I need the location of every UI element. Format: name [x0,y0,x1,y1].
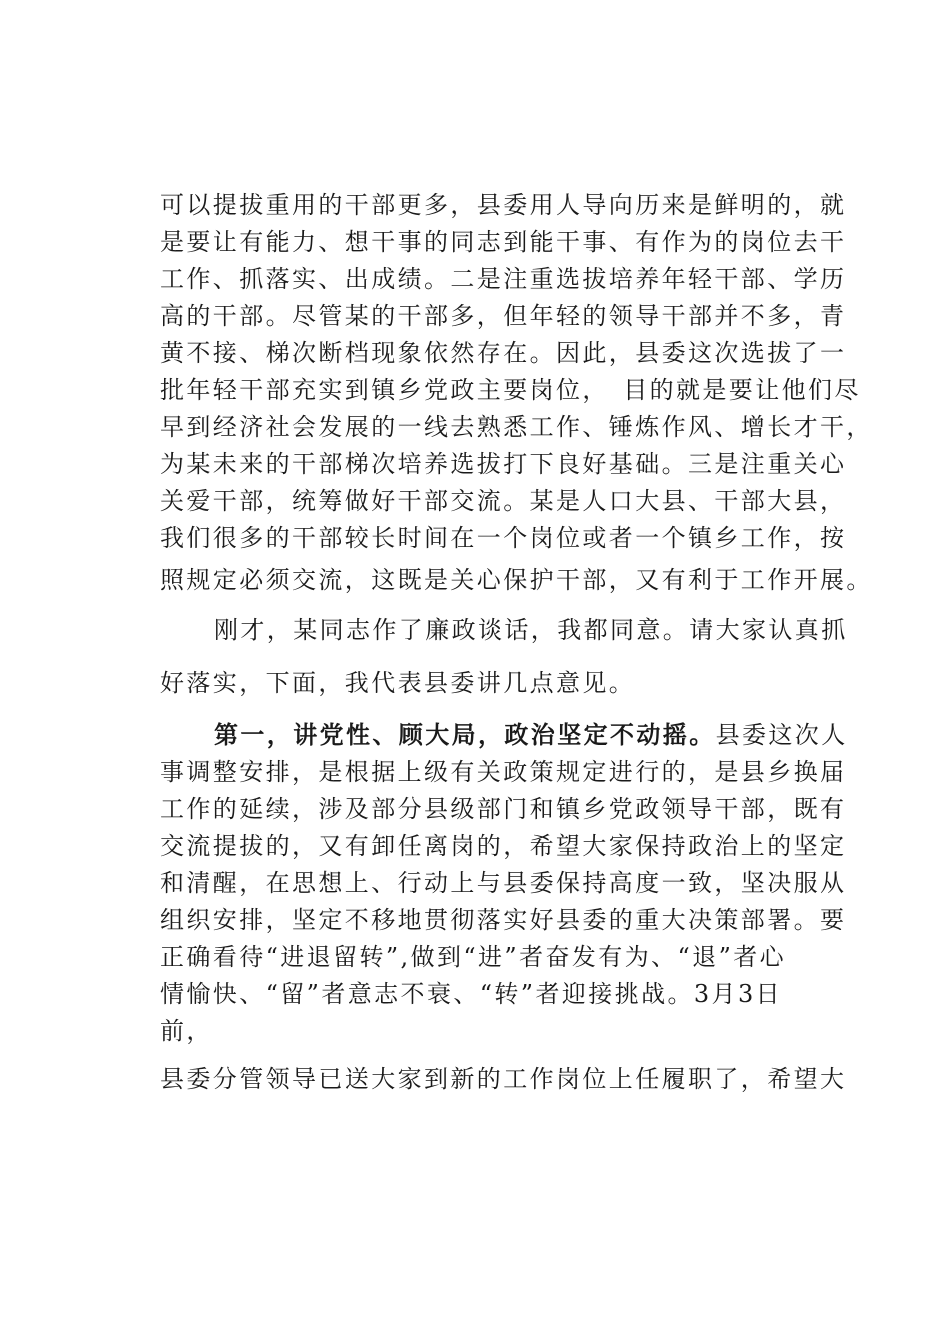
paragraph-line: 照规定必须交流，这既是关心保护干部，又有利于工作开展。 [160,566,873,594]
paragraph-line: 工作的延续，涉及部分县级部门和镇乡党政领导干部，既有 [160,795,847,823]
paragraph-line: 是要让有能力、想干事的同志到能干事、有作为的岗位去干 [160,228,847,256]
paragraph-line: 可以提拔重用的干部更多，县委用人导向历来是鲜明的，就 [160,191,847,219]
section-heading-line [214,720,848,750]
paragraph-line: 前， [160,1017,213,1045]
section-text: 县委这次人 [715,721,848,749]
paragraph-line: 为某未来的干部梯次培养选拔打下良好基础。三是注重关心 [160,450,847,478]
paragraph-line: 组织安排，坚定不移地贯彻落实好县委的重大决策部署。要 [160,906,847,934]
paragraph-line: 事调整安排，是根据上级有关政策规定进行的，是县乡换届 [160,758,847,786]
paragraph-line: 和清醒，在思想上、行动上与县委保持高度一致，坚决服从 [160,869,847,897]
paragraph-line: 批年轻干部充实到镇乡党政主要岗位， 目的就是要让他们尽 [160,376,861,404]
paragraph-line: 工作、抓落实、出成绩。二是注重选拔培养年轻干部、学历 [160,265,847,293]
paragraph-line: 县委分管领导已送大家到新的工作岗位上任履职了，希望大 [160,1065,847,1093]
paragraph-line: 刚才，某同志作了廉政谈话，我都同意。请大家认真抓 [214,616,848,644]
paragraph-line: 早到经济社会发展的一线去熟悉工作、锤炼作风、增长才干， [160,413,873,441]
paragraph-line: 黄不接、梯次断档现象依然存在。因此，县委这次选拔了一 [160,339,847,367]
paragraph-line: 正确看待“进退留转”,做到“进”者奋发有为、“退”者心 [160,943,787,971]
section-heading: 第一，讲党性、顾大局，政治坚定不动摇。 [214,720,716,749]
paragraph-line: 情愉快、“留”者意志不衰、“转”者迎接挑战。3月3日 [160,980,783,1008]
paragraph-line: 我们很多的干部较长时间在一个岗位或者一个镇乡工作，按 [160,524,847,552]
paragraph-line: 交流提拔的，又有卸任离岗的，希望大家保持政治上的坚定 [160,832,847,860]
paragraph-line: 高的干部。尽管某的干部多，但年轻的领导干部并不多，青 [160,302,847,330]
paragraph-line: 关爱干部，统筹做好干部交流。某是人口大县、干部大县， [160,487,847,515]
paragraph-line: 好落实，下面，我代表县委讲几点意见。 [160,669,636,697]
